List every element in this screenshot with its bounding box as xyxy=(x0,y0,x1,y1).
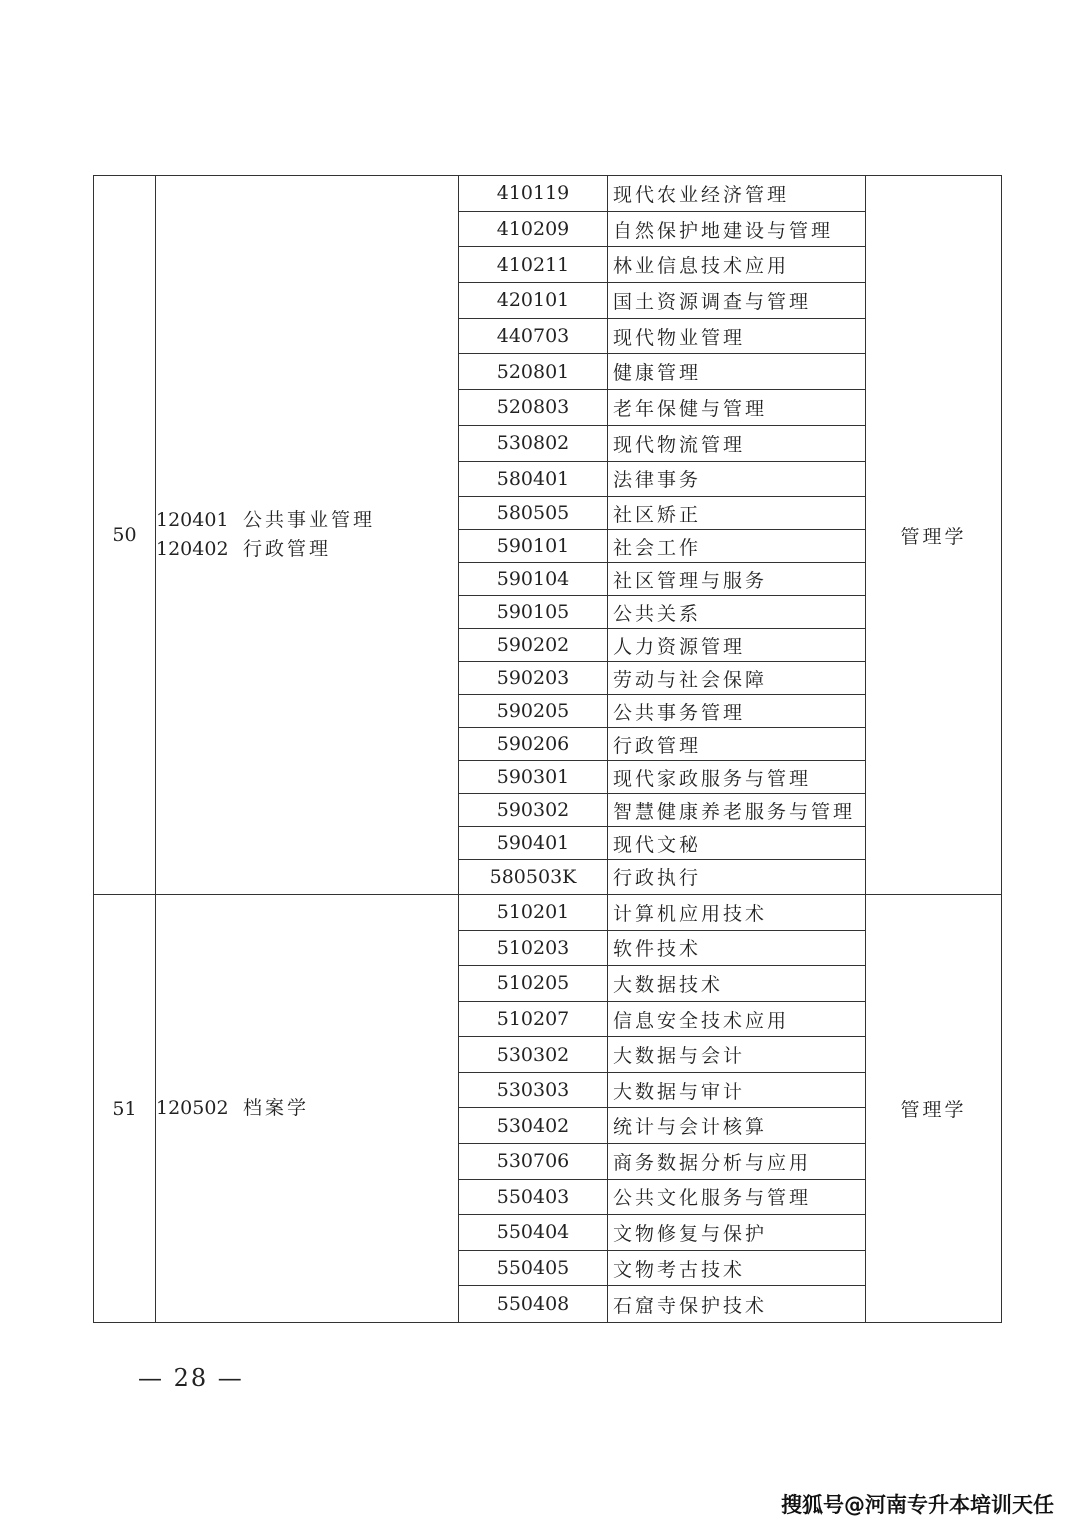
table-row xyxy=(459,1286,865,1322)
vocational-code: 410119 xyxy=(496,182,570,205)
table-row xyxy=(459,794,865,827)
table-row xyxy=(459,212,865,248)
vocational-name: 公共文化服务与管理 xyxy=(613,1187,812,1210)
vocational-code: 530302 xyxy=(496,1043,570,1066)
table-row xyxy=(459,176,865,212)
table-row xyxy=(459,761,865,794)
vocational-code: 590401 xyxy=(496,832,570,855)
vocational-code: 590104 xyxy=(496,568,570,591)
vocational-name: 社区管理与服务 xyxy=(613,569,768,592)
table-row xyxy=(459,860,865,893)
vocational-code: 530802 xyxy=(496,432,570,455)
table-row xyxy=(459,319,865,355)
vocational-code: 510205 xyxy=(496,972,570,995)
sequence-number: 50 xyxy=(112,524,137,546)
vocational-name: 智慧健康养老服务与管理 xyxy=(613,800,856,823)
table-row xyxy=(459,283,865,319)
table-row xyxy=(459,966,865,1002)
table-row xyxy=(459,629,865,662)
undergraduate-majors xyxy=(156,176,458,894)
vocational-name: 国土资源调查与管理 xyxy=(613,290,812,313)
vocational-name: 商务数据分析与应用 xyxy=(613,1151,812,1174)
vocational-code: 550404 xyxy=(496,1221,570,1244)
table-row xyxy=(459,563,865,596)
vocational-name: 劳动与社会保障 xyxy=(613,668,768,691)
major-item xyxy=(156,506,458,535)
table-row xyxy=(459,662,865,695)
vocational-code: 410211 xyxy=(496,253,570,276)
discipline-category: 管理学 xyxy=(900,1099,967,1121)
vocational-name: 自然保护地建设与管理 xyxy=(613,219,834,242)
vocational-code: 590302 xyxy=(496,799,570,822)
major-name: 公共事业管理 xyxy=(243,509,376,531)
vocational-code: 520801 xyxy=(496,360,570,383)
vocational-code: 580503K xyxy=(489,865,577,888)
sequence-number: 51 xyxy=(112,1097,137,1120)
vocational-code: 510203 xyxy=(496,936,570,959)
vocational-name: 现代家政服务与管理 xyxy=(613,767,812,790)
vocational-code: 590202 xyxy=(496,634,570,657)
vocational-code: 580401 xyxy=(496,467,570,490)
major-name: 档案学 xyxy=(243,1097,310,1119)
discipline-category: 管理学 xyxy=(900,525,967,548)
vocational-name: 行政执行 xyxy=(613,867,702,890)
major-code: 120502 xyxy=(156,1097,229,1119)
table-row xyxy=(459,426,865,462)
vocational-name: 现代物业管理 xyxy=(613,326,746,349)
table-row xyxy=(459,695,865,728)
vocational-code: 590205 xyxy=(496,700,570,723)
table-row xyxy=(459,462,865,498)
table-row xyxy=(459,827,865,860)
vocational-name: 现代文秘 xyxy=(613,833,702,856)
table-group-50 xyxy=(93,175,1002,895)
undergraduate-majors xyxy=(156,895,458,1322)
table-row xyxy=(459,247,865,283)
table-row xyxy=(459,1251,865,1287)
vocational-code: 590203 xyxy=(496,667,570,690)
page-number: — 28 — xyxy=(138,1364,244,1392)
vocational-code: 410209 xyxy=(496,218,570,241)
vocational-name: 石窟寺保护技术 xyxy=(613,1294,768,1317)
vocational-name: 大数据技术 xyxy=(613,973,724,996)
vocational-name: 行政管理 xyxy=(613,734,702,757)
vocational-name: 公共事务管理 xyxy=(613,701,746,724)
major-code: 120401 xyxy=(156,509,229,531)
vocational-name: 社会工作 xyxy=(613,536,702,559)
major-item xyxy=(156,1094,458,1123)
table-row xyxy=(459,1073,865,1109)
table-row xyxy=(459,1144,865,1180)
vocational-code: 590105 xyxy=(496,601,570,624)
table-row xyxy=(459,390,865,426)
vocational-name: 现代农业经济管理 xyxy=(613,183,790,206)
vocational-code: 580505 xyxy=(496,502,570,525)
major-name: 行政管理 xyxy=(243,538,332,560)
vocational-code: 530402 xyxy=(496,1114,570,1137)
table-row xyxy=(459,931,865,967)
table-row xyxy=(459,1037,865,1073)
vocational-name: 文物修复与保护 xyxy=(613,1222,768,1245)
vocational-name: 统计与会计核算 xyxy=(613,1116,768,1139)
vocational-major-list xyxy=(459,895,865,1322)
vocational-code: 550403 xyxy=(496,1185,570,1208)
vocational-name: 公共关系 xyxy=(613,602,702,625)
table-row xyxy=(459,596,865,629)
watermark: 搜狐号@河南专升本培训天任 xyxy=(781,1493,1054,1517)
vocational-name: 现代物流管理 xyxy=(613,433,746,456)
vocational-name: 社区矫正 xyxy=(613,503,702,526)
vocational-code: 510207 xyxy=(496,1008,570,1031)
table-row xyxy=(459,1108,865,1144)
table-row xyxy=(459,354,865,390)
vocational-major-list xyxy=(459,176,865,894)
table-group-51 xyxy=(93,894,1002,1323)
vocational-name: 文物考古技术 xyxy=(613,1258,746,1281)
vocational-code: 550405 xyxy=(496,1257,570,1280)
vocational-name: 计算机应用技术 xyxy=(613,902,768,925)
vocational-name: 大数据与会计 xyxy=(613,1045,746,1068)
table-row xyxy=(459,1180,865,1216)
vocational-code: 590301 xyxy=(496,766,570,789)
table-row xyxy=(459,728,865,761)
vocational-name: 法律事务 xyxy=(613,469,702,492)
table-row xyxy=(459,530,865,563)
major-item xyxy=(156,535,458,564)
vocational-name: 林业信息技术应用 xyxy=(613,255,790,278)
vocational-code: 420101 xyxy=(496,289,570,312)
vocational-code: 590101 xyxy=(496,535,570,558)
major-code: 120402 xyxy=(156,538,229,560)
vocational-code: 530303 xyxy=(496,1079,570,1102)
vocational-name: 软件技术 xyxy=(613,938,702,961)
vocational-name: 老年保健与管理 xyxy=(613,397,768,420)
table-row xyxy=(459,895,865,931)
vocational-name: 信息安全技术应用 xyxy=(613,1009,790,1032)
vocational-name: 大数据与审计 xyxy=(613,1080,746,1103)
vocational-code: 590206 xyxy=(496,733,570,756)
vocational-name: 人力资源管理 xyxy=(613,635,746,658)
vocational-code: 550408 xyxy=(496,1293,570,1316)
vocational-code: 520803 xyxy=(496,396,570,419)
vocational-code: 530706 xyxy=(496,1150,570,1173)
table-row xyxy=(459,497,865,530)
vocational-code: 510201 xyxy=(496,901,570,924)
vocational-name: 健康管理 xyxy=(613,362,702,385)
table-row xyxy=(459,1215,865,1251)
vocational-code: 440703 xyxy=(496,325,570,348)
table-row xyxy=(459,1002,865,1038)
